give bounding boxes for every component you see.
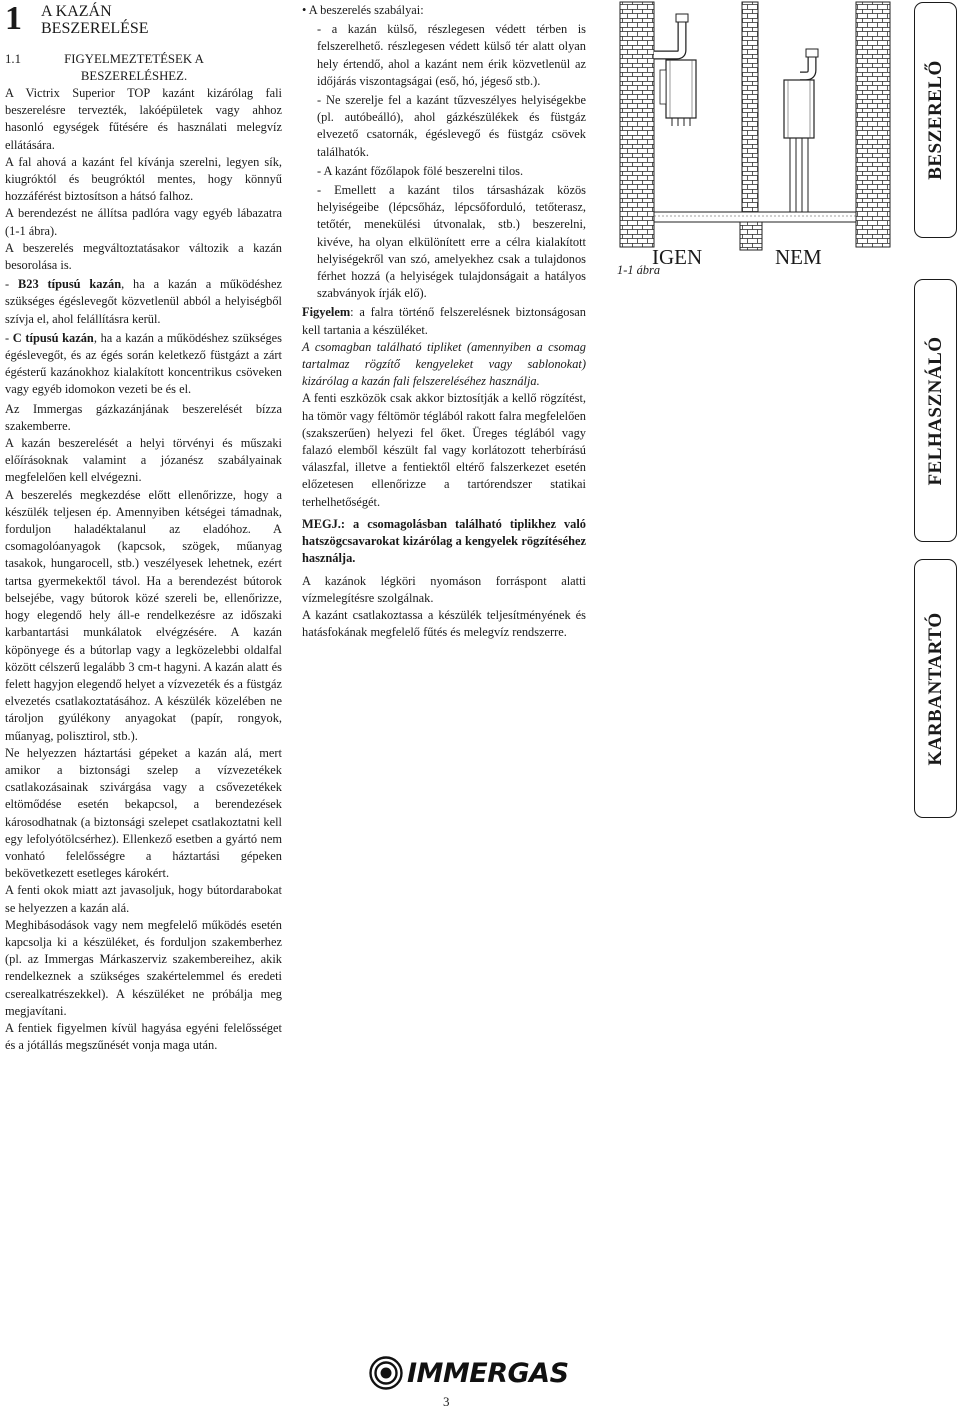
page-number: 3 <box>443 1394 450 1409</box>
figure-caption: 1-1 ábra <box>617 263 661 277</box>
brand-name: IMMERGAS <box>407 1357 569 1389</box>
paragraph: A fenti eszközök csak akkor biztosítják a kellő rögzítést, ha tömör vagy féltömör téglából rakott falra megfelelően (szakszerűen) helyezi fel őket. Üreges téglából vagy falazó elemből készült fal vagy korlátozott teherbírású válaszfal, illetve a fentiektől eltérő falszerkezet esetén előzetesen ellenőrizze a tartórendszer statikai terhelhetőségét. <box>302 391 586 509</box>
section-title: FIGYELMEZTETÉSEK A BESZERELÉSHEZ. <box>64 52 204 83</box>
floor-standing-boiler <box>784 49 818 212</box>
paragraph: A fenti okok miatt azt javasoljuk, hogy bútordarabokat se helyezzen a kazán alá. <box>5 883 282 915</box>
paragraph: A Victrix Superior TOP kazánt kizárólag fali beszerelésre tervezték, lakóépületek vagy ahhoz hasonló egységek fűtésére és használati melegvíz ellátására. <box>5 86 282 152</box>
section-number: 1.1 <box>5 52 21 66</box>
right-wall <box>856 2 890 247</box>
rule-item: - A kazánt főzőlapok fölé beszerelni tilos. <box>317 163 524 178</box>
immergas-logo-icon <box>369 1356 403 1390</box>
b23-definition: - B23 típusú kazán, ha a kazán a működéshez szükséges égéslevegőt közvetlenül abból a helyiségből szívja el, ahol felállításra kerül. <box>5 277 282 326</box>
brand-logo <box>369 1356 569 1390</box>
floor-slab <box>654 212 856 222</box>
paragraph: A beszerelés megváltoztatásakor változik a kazán besorolása is. <box>5 240 282 273</box>
paragraph: A berendezést ne állítsa padlóra vagy egyéb lábazatra (1-1 ábra). <box>5 206 282 238</box>
bullet-icon: • <box>302 3 309 17</box>
left-wall <box>620 2 654 247</box>
paragraph: Az Immergas gázkazánjának beszerelését bízza szakemberre. <box>5 401 282 433</box>
c-type-definition: - C típusú kazán, ha a kazán a működéshez szükséges égéslevegőt, és az égés során keletkező füstgázt a zárt égésterű kazánokhoz kialakított koncentrikus csöveken vagy egyéb idomokon vezeti be és el. <box>5 330 282 397</box>
paragraph: A beszerelés megkezdése előtt ellenőrizze, hogy a készülék teljesen ép. Amennyiben kétségei támadnak, forduljon haladéktalanul az eladóhoz. A csomagolóanyagok (kapcsok, szögek, műanyag tasakok, hungarocell, stb.) veszélyesek lehetnek, ezért tartsa gyermekektől távol. Ha a berendezést bútorok belsejébe, vagy bútorok közé szereli be, ellenőrizze, hogy elegendő hely áll-e rendelkezésre az időszaki karbantartási munkálatok elvégzésére. A kazán köpönyege és a bútorlap vagy a legközelebbi oldalfal között célszerű legalább 3 cm-t hagyni. A kazán alatt és felett hagyjon elegendő helyet a vízvezeték és a füstgáz elvezetés csatlakoztatásához. A készülék közelében ne tároljon gyúlékony anyagokat (papír, rongyok, műanyag, polisztirol, stb.). <box>5 487 282 743</box>
paragraph: Meghibásodások vagy nem megfelelő működés esetén kapcsolja ki a készüléket, és forduljon szakemberhez (pl. az Immergas Márkaszerviz szakembereihez, akik rendelkeznek a szükséges szakértelemmel és eredeti cserealkatrészekkel). A készüléket ne próbálja meg megjavítani. <box>5 917 282 1018</box>
paragraph: A kazán beszerelését a helyi törvényi és műszaki előírásoknak valamint a józanész szabályainak megfelelően kell elvégezni. <box>5 436 282 485</box>
middle-column <box>302 2 586 641</box>
figure-label-yes: IGEN <box>652 245 703 269</box>
paragraph: A kazánok légköri nyomáson forráspont alatti vízmelegítésre szolgálnak. <box>302 573 586 605</box>
wall-mounted-boiler <box>654 14 696 126</box>
rule-item: - Ne szerelje fel a kazánt tűzveszélyes helyiségekbe (pl. autóbeálló), ahol gázkészülékek és füstgáz elvezető csatornák, égéslevegő és füstgáz csövek találhatók. <box>317 93 586 159</box>
paragraph: A kazánt csatlakoztassa a készülék teljesítményének és hatásfokának megfelelő fűtés és melegvíz rendszerre. <box>302 607 586 640</box>
section-heading <box>5 51 282 85</box>
warning-paragraph: Figyelem: a falra történő felszerelésnek biztonságosan kell tartania a készüléket. <box>302 305 586 337</box>
figure-label-no: NEM <box>775 245 822 269</box>
paragraph: Ne helyezzen háztartási gépeket a kazán alá, mert amikor a biztonsági szelep a vízvezetékek csatlakozásainak szivárgása vagy a csővezetékek eltömődése esetén bekapcsol, a berendezések károsodhatnak (a biztonsági szelepet csatlakoztatni kell egy lefolyótölcsérhez). Ellenkező esetben a gyártó nem vonható felelősségre a háztartási gépeken bekövetkezett esetleges károkért. <box>5 745 282 881</box>
note-paragraph: MEGJ.: a csomagolásban található tiplikhez való hatszögcsavarokat kizárólag a kengyelek rögzítéséhez használja. <box>302 516 586 566</box>
paragraph: A fal ahová a kazánt fel kívánja szerelni, legyen sík, kiugróktól és beugróktól mentes, hogy könnyű hozzáférést biztosítson a hátsó falhoz. <box>5 154 282 204</box>
chapter-title: A KAZÁN BESZERELÉSE <box>41 3 149 37</box>
rule-item: - a kazán külső, részlegesen védett térben is felszerelhető. részlegesen védett külső tér alatt olyan hely értendő, ahol a kazánt nem érik közvetlenül az időjárás viszontagságai (eső, hó, jégeső stb.). <box>317 22 586 88</box>
tab-maintainer[interactable]: KARBANTARTÓ <box>914 559 957 818</box>
tab-user[interactable]: FELHASZNÁLÓ <box>914 279 957 542</box>
italic-paragraph: A csomagban található tipliket (amennyiben a csomag tartalmaz rögzítő kengyeleket vagy sablonokat) kizárólag a kazán fali felszereléséhez használja. <box>302 339 586 389</box>
chapter-heading <box>5 0 282 46</box>
rule-item: - Emellett a kazánt tilos társasházak közös helyiségeibe (lépcsőház, lépcsőforduló, tetőterasz, tetőtér, menekülési útvonalak, stb.) beszerelni, kivéve, ha olyan elkülönített erre a célra kialakított helyiségekről van szó, amelyekhez csak a tulajdonos férhet hozzá (a helyiségek tulajdonságait a hatályos szabványok írják elő). <box>317 183 586 301</box>
paragraph: A fentiek figyelmen kívül hagyása egyéni felelősséget és a jótállás megszűnését vonja maga után. <box>5 1020 282 1053</box>
chapter-number: 1 <box>5 0 22 37</box>
tab-installer[interactable]: BESZERELŐ <box>914 2 957 238</box>
left-column <box>5 0 282 1054</box>
rules-heading: • A beszerelés szabályai: <box>302 3 424 17</box>
